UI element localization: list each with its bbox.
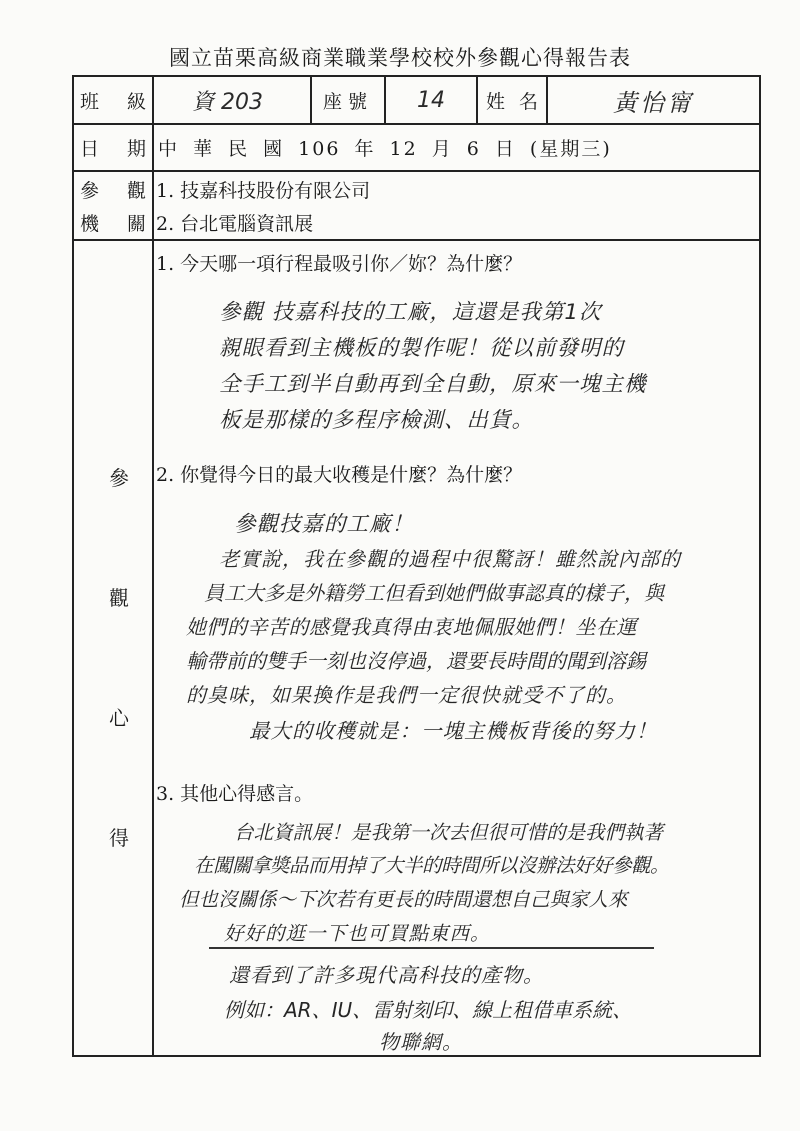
answer-3-line: 台北資訊展！是我第一次去但很可惜的是我們執著 xyxy=(234,821,664,844)
answer-3-line: 還看到了許多現代高科技的產物。 xyxy=(229,963,544,987)
section-label-1: 參 xyxy=(109,466,129,490)
answer-3-line: 好好的逛一下也可買點東西。 xyxy=(224,922,491,945)
answer-3-line: 例如：AR、IU、雷射刻印、線上租借車系統、 xyxy=(224,998,633,1022)
section-label-3: 心 xyxy=(109,706,129,730)
question-1: 1. 今天哪一項行程最吸引你／妳？為什麼？ xyxy=(156,253,523,275)
answer-2-line: 老實說，我在參觀的過程中很驚訝！雖然說內部的 xyxy=(219,547,681,571)
section-label-4: 得 xyxy=(109,826,129,850)
name-label: 姓 名 xyxy=(486,90,538,113)
form-title: 國立苗栗高級商業職業學校校外參觀心得報告表 xyxy=(169,46,631,70)
date-label: 日 期 xyxy=(80,138,146,160)
answer-3-line: 但也沒關係～下次若有更長的時間還想自己與家人來 xyxy=(179,888,628,911)
seat-value: 14 xyxy=(417,87,445,113)
seat-label: 座號 xyxy=(322,90,373,113)
answer-3-line: 物聯網。 xyxy=(379,1030,463,1054)
org-item-2: 2. 台北電腦資訊展 xyxy=(156,213,314,235)
question-3: 3. 其他心得感言。 xyxy=(156,783,314,805)
report-form xyxy=(72,75,761,1057)
section-label-2: 觀 xyxy=(109,586,129,610)
divider-line xyxy=(209,947,654,949)
question-2: 2. 你覺得今日的最大收穫是什麼？為什麼？ xyxy=(156,464,523,486)
answer-2-line: 她們的辛苦的感覺我真得由衷地佩服她們！坐在運 xyxy=(186,615,637,639)
answer-2-line: 輸帶前的雙手一刻也沒停過，還要長時間的聞到溶錫 xyxy=(186,649,646,673)
answer-1-line: 親眼看到主機板的製作呢！從以前發明的 xyxy=(219,336,625,361)
answer-1-line: 板是那樣的多程序檢測、出貨。 xyxy=(219,408,535,433)
answer-3-line: 在闖關拿獎品而用掉了大半的時間所以沒辦法好好參觀。 xyxy=(194,854,670,877)
answer-2-line: 的臭味，如果換作是我們一定很快就受不了的。 xyxy=(186,683,627,707)
answer-2-line: 參觀技嘉的工廠！ xyxy=(234,512,415,537)
name-value: 黃怡甯 xyxy=(613,88,694,117)
org-label-bottom: 機 關 xyxy=(80,213,146,235)
class-label: 班 級 xyxy=(80,90,146,113)
org-item-1: 1. 技嘉科技股份有限公司 xyxy=(156,179,371,202)
date-value: 中 華 民 國 106 年 12 月 6 日 (星期三) xyxy=(158,138,612,160)
answer-2-line: 員工大多是外籍勞工但看到她們做事認真的樣子，與 xyxy=(204,581,664,605)
class-value: 資 203 xyxy=(192,89,263,115)
answer-1-line: 全手工到半自動再到全自動，原來一塊主機 xyxy=(219,372,647,397)
answer-2-line: 最大的收穫就是：一塊主機板背後的努力！ xyxy=(249,719,658,743)
answer-1-line: 參觀 技嘉科技的工廠，這還是我第1次 xyxy=(219,300,602,325)
org-label-top: 參 觀 xyxy=(80,179,146,202)
